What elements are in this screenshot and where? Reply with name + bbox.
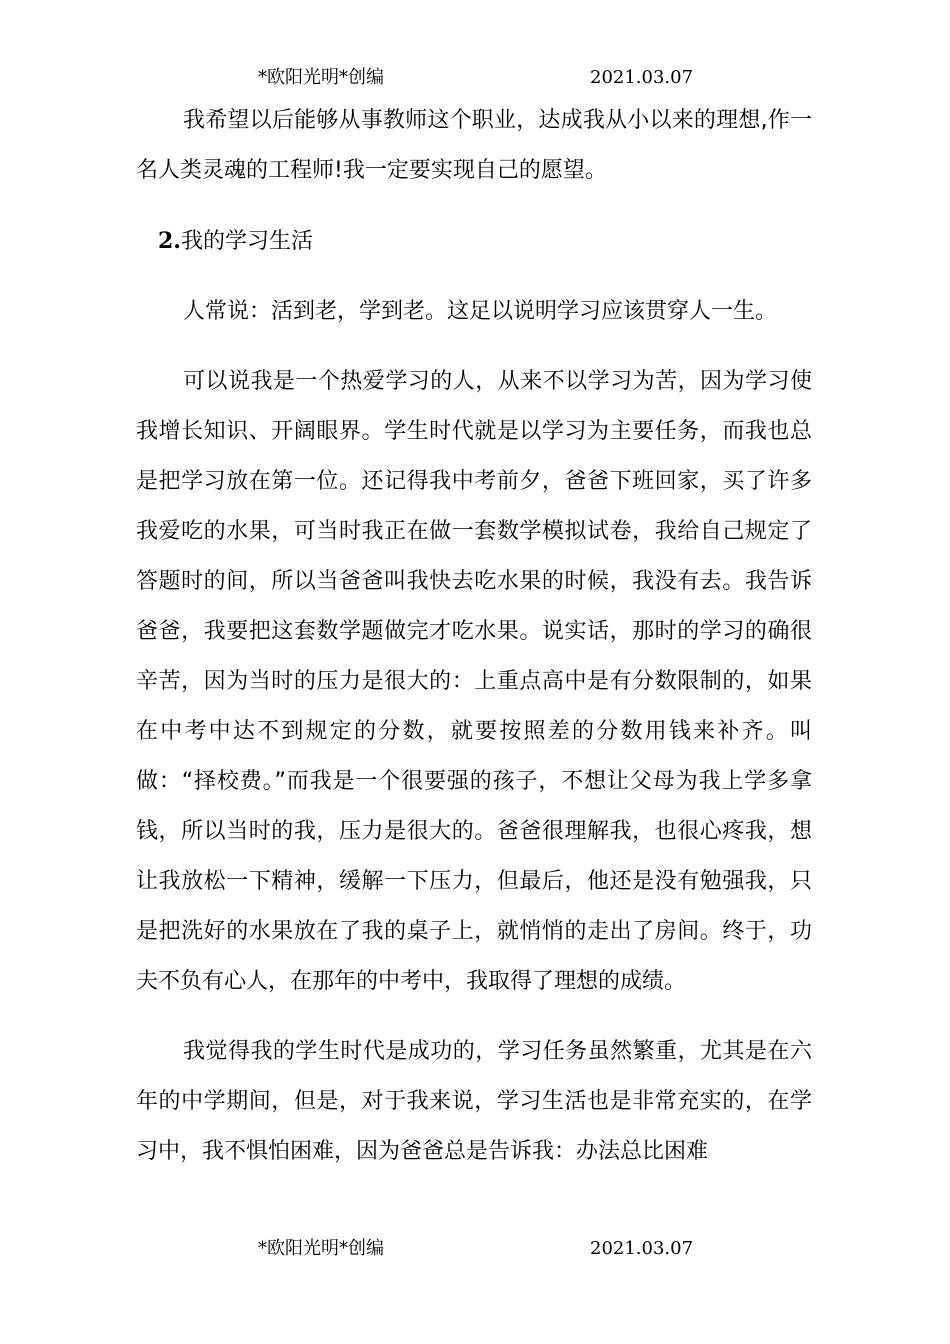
paragraph-1: 我希望以后能够从事教师这个职业，达成我从小以来的理想,作一名人类灵魂的工程师!我一定要实现自己的愿望。 xyxy=(136,108,812,183)
section-heading-number: 2. xyxy=(158,228,181,254)
header-date: 2021.03.07 xyxy=(590,67,694,88)
paragraph-2: 人常说：活到老，学到老。这足以说明学习应该贯穿人一生。 xyxy=(183,299,778,324)
document-body xyxy=(136,96,812,1177)
section-heading-text: 我的学习生活 xyxy=(180,229,313,254)
paragraph-3: 可以说我是一个热爱学习的人，从来不以学习为苦，因为学习使我增长知识、开阔眼界。学生时代就是以学习为主要任务，而我也总是把学习放在第一位。还记得我中考前夕，爸爸下班回家，买了许多我爱吃的水果，可当时我正在做一套数学模拟试卷，我给自己规定了答题时的间，所以当爸爸叫我快去吃水果的时候，我没有去。我告诉爸爸，我要把这套数学题做完才吃水果。说实话，那时的学习的确很辛苦，因为当时的压力是很大的：上重点高中是有分数限制的，如果在中考中达不到规定的分数，就要按照差的分数用钱来补齐。叫做：“择校费。”而我是一个很要强的孩子，不想让父母为我上学多拿钱，所以当时的我，压力是很大的。爸爸很理解我，也很心疼我，想让我放松一下精神，缓解一下压力，但最后，他还是没有勉强我，只是把洗好的水果放在了我的桌子上，就悄悄的走出了房间。终于，功夫不负有心人，在那年的中考中，我取得了理想的成绩。 xyxy=(136,369,812,994)
header-author: *欧阳光明*创编 xyxy=(258,67,384,88)
footer-author: *欧阳光明*创编 xyxy=(258,1238,384,1259)
footer-date: 2021.03.07 xyxy=(590,1238,694,1259)
section-heading xyxy=(136,216,812,267)
paragraph-4: 我觉得我的学生时代是成功的，学习任务虽然繁重，尤其是在六年的中学期间，但是，对于我来说，学习生活也是非常充实的，在学习中，我不惧怕困难，因为爸爸总是告诉我：办法总比困难 xyxy=(136,1039,812,1164)
